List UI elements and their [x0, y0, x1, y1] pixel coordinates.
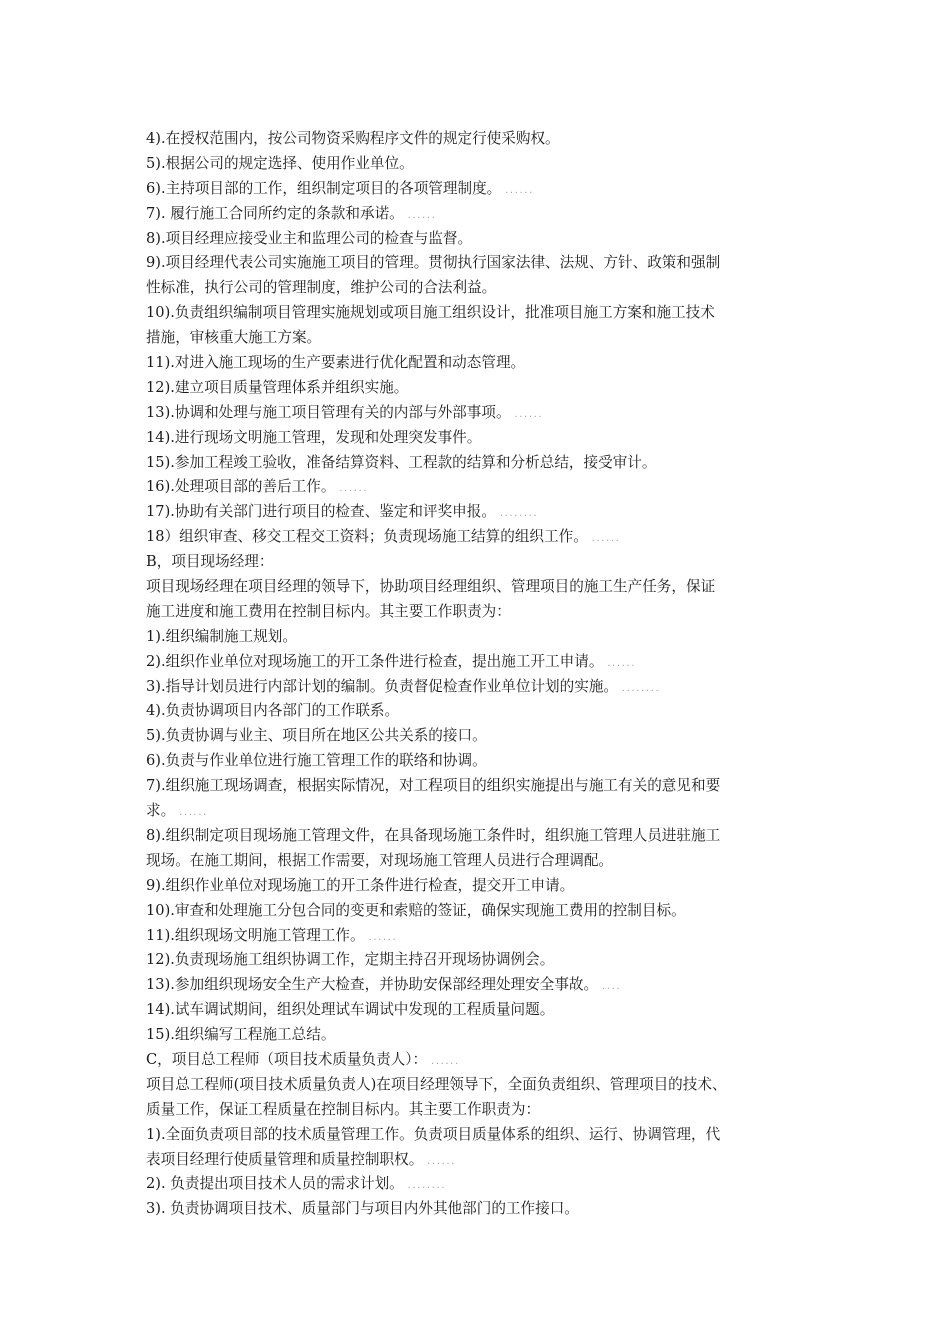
section-heading	[146, 550, 814, 575]
text-line	[146, 1148, 814, 1173]
text-line	[146, 874, 814, 899]
leader-dots: ........	[406, 1181, 446, 1191]
leader-dots: ......	[426, 1156, 456, 1166]
text-line	[146, 326, 814, 351]
text-line	[146, 127, 814, 152]
line-text: 现场。在施工期间，根据工作需要，对现场施工管理人员进行合理调配。	[146, 851, 614, 869]
leader-dots: ......	[367, 932, 397, 942]
text-line	[146, 948, 814, 973]
text-line	[146, 227, 814, 252]
text-line	[146, 824, 814, 849]
line-text: 13).参加组织现场安全生产大检查，并协助安保部经理处理安全事故。	[146, 976, 599, 994]
line-text: 10).负责组织编制项目管理实施规划或项目施工组织设计，批准项目施工方案和施工技术	[146, 304, 715, 322]
line-text: 表项目经理行使质量管理和质量控制职权。	[146, 1150, 424, 1168]
line-text: 11).组织现场文明施工管理工作。	[146, 926, 365, 944]
line-text: 5).负责协调与业主、项目所在地区公共关系的接口。	[146, 727, 487, 745]
text-line	[146, 1197, 814, 1222]
line-text: 9).项目经理代表公司实施施工项目的管理。贯彻执行国家法律、法规、方针、政策和强制	[146, 254, 721, 272]
leader-dots: ......	[513, 409, 543, 419]
line-text: 11).对进入施工现场的生产要素进行优化配置和动态管理。	[146, 354, 526, 372]
line-text: 14).进行现场文明施工管理，发现和处理突发事件。	[146, 428, 482, 446]
text-line	[146, 500, 814, 525]
text-line	[146, 575, 814, 600]
text-line	[146, 724, 814, 749]
line-text: 1).全面负责项目部的技术质量管理工作。负责项目质量体系的组织、运行、协调管理，代	[146, 1125, 721, 1143]
text-line	[146, 1172, 814, 1197]
line-text: 7). 履行施工合同所约定的条款和承诺。	[146, 204, 404, 222]
text-line	[146, 849, 814, 874]
line-text: 质量工作，保证工程质量在控制目标内。其主要工作职责为：	[146, 1100, 541, 1118]
line-text: 4).负责协调项目内各部门的工作联系。	[146, 702, 400, 720]
text-line	[146, 973, 814, 998]
text-line	[146, 600, 814, 625]
line-text: 2).组织作业单位对现场施工的开工条件进行检查，提出施工开工申请。	[146, 652, 604, 670]
line-text: 9).组织作业单位对现场施工的开工条件进行检查，提交开工申请。	[146, 876, 575, 894]
line-text: 6).主持项目部的工作，组织制定项目的各项管理制度。	[146, 179, 502, 197]
line-text: 13).协调和处理与施工项目管理有关的内部与外部事项。	[146, 403, 511, 421]
line-text: 1).组织编制施工规划。	[146, 627, 297, 645]
leader-dots: ........	[498, 509, 538, 519]
line-text: 3).指导计划员进行内部计划的编制。负责督促检查作业单位计划的实施。	[146, 677, 619, 695]
line-text: 7).组织施工现场调查，根据实际情况，对工程项目的组织实施提出与施工有关的意见和要	[146, 777, 721, 795]
text-line	[146, 251, 814, 276]
text-line	[146, 1023, 814, 1048]
line-text: 8).组织制定项目现场施工管理文件，在具备现场施工条件时，组织施工管理人员进驻施工	[146, 826, 721, 844]
text-line	[146, 625, 814, 650]
line-text: 措施，审核重大施工方案。	[146, 329, 322, 347]
leader-dots: ......	[504, 185, 534, 195]
leader-dots: ......	[606, 658, 636, 668]
line-text: 项目现场经理在项目经理的领导下，协助项目经理组织、管理项目的施工生产任务，保证	[146, 578, 716, 596]
text-line	[146, 202, 814, 227]
line-text: 10).审查和处理施工分包合同的变更和索赔的签证，确保实现施工费用的控制目标。	[146, 901, 686, 919]
line-text: 施工进度和施工费用在控制目标内。其主要工作职责为：	[146, 602, 511, 620]
text-line	[146, 451, 814, 476]
text-line	[146, 426, 814, 451]
text-line	[146, 276, 814, 301]
line-text: 求。	[146, 802, 176, 820]
section-heading	[146, 1048, 814, 1073]
leader-dots: ......	[590, 534, 620, 544]
text-line	[146, 1073, 814, 1098]
line-text: 18）组织审查、移交工程交工资料；负责现场施工结算的组织工作。	[146, 528, 588, 546]
line-text: 14).试车调试期间，组织处理试车调试中发现的工程质量问题。	[146, 1001, 555, 1019]
text-line	[146, 1123, 814, 1148]
text-line	[146, 376, 814, 401]
text-line	[146, 177, 814, 202]
text-line	[146, 650, 814, 675]
leader-dots: ......	[406, 210, 436, 220]
line-text: 12).负责现场施工组织协调工作，定期主持召开现场协调例会。	[146, 951, 555, 969]
text-line	[146, 749, 814, 774]
text-line	[146, 774, 814, 799]
text-line	[146, 525, 814, 550]
text-line	[146, 998, 814, 1023]
leader-dots: ......	[338, 484, 368, 494]
text-line	[146, 152, 814, 177]
leader-dots: ........	[621, 683, 660, 693]
leader-dots: ....	[601, 982, 621, 992]
text-line	[146, 699, 814, 724]
text-line	[146, 351, 814, 376]
line-text: 5).根据公司的规定选择、使用作业单位。	[146, 154, 414, 172]
text-line	[146, 899, 814, 924]
line-text: 12).建立项目质量管理体系并组织实施。	[146, 378, 409, 396]
line-text: 2). 负责提出项目技术人员的需求计划。	[146, 1175, 404, 1193]
line-text: 17).协助有关部门进行项目的检查、鉴定和评奖申报。	[146, 503, 496, 521]
line-text: 6).负责与作业单位进行施工管理工作的联络和协调。	[146, 752, 487, 770]
line-text: 项目总工程师(项目技术质量负责人)在项目经理领导下，全面负责组织、管理项目的技术、	[146, 1075, 727, 1093]
text-line	[146, 475, 814, 500]
line-text: 8).项目经理应接受业主和监理公司的检查与监督。	[146, 229, 473, 247]
line-text: 3). 负责协调项目技术、质量部门与项目内外其他部门的工作接口。	[146, 1200, 579, 1218]
text-line	[146, 301, 814, 326]
line-text: 16).处理项目部的善后工作。	[146, 478, 336, 496]
line-text: B，项目现场经理：	[146, 553, 274, 571]
text-line	[146, 1098, 814, 1123]
text-line	[146, 401, 814, 426]
leader-dots: ......	[178, 808, 208, 818]
text-line	[146, 924, 814, 949]
line-text: 性标准，执行公司的管理制度，维护公司的合法利益。	[146, 279, 497, 297]
line-text: 15).组织编写工程施工总结。	[146, 1026, 336, 1044]
leader-dots: ......	[430, 1056, 460, 1066]
text-line	[146, 799, 814, 824]
text-line	[146, 675, 814, 700]
line-text: 15).参加工程竣工验收，准备结算资料、工程款的结算和分析总结，接受审计。	[146, 453, 657, 471]
document-body	[146, 127, 814, 1222]
line-text: 4).在授权范围内，按公司物资采购程序文件的规定行使采购权。	[146, 130, 560, 147]
line-text: C，项目总工程师（项目技术质量负责人）：	[146, 1050, 428, 1068]
